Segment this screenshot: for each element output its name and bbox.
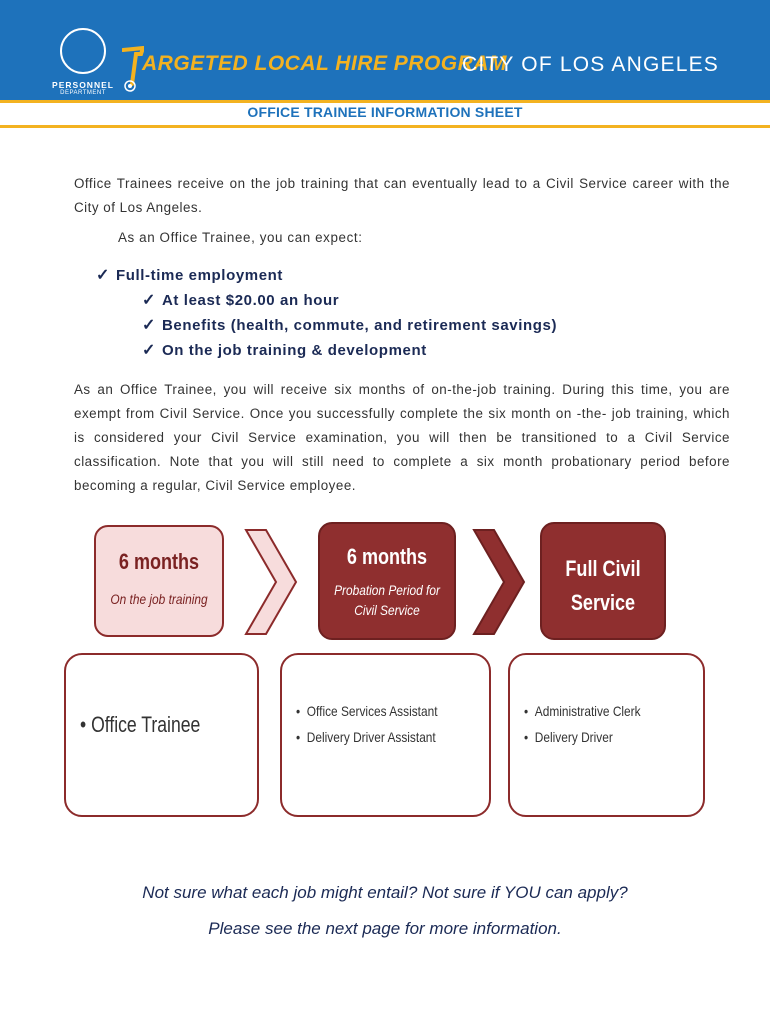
role-item: • Office Trainee [80, 712, 201, 737]
check-icon: ✓ [142, 317, 157, 334]
program-t-logo-icon [122, 46, 144, 92]
expect-heading: As an Office Trainee, you can expect: [118, 230, 363, 245]
city-name: CITY OF LOS ANGELES [462, 53, 719, 76]
logo-department: DEPARTMENT [60, 90, 106, 96]
header-banner [0, 0, 770, 100]
role-label: Delivery Driver Assistant [306, 729, 436, 745]
check-icon: ✓ [142, 292, 157, 309]
check-icon: ✓ [96, 267, 111, 284]
role-label: Administrative Clerk [534, 703, 641, 719]
civil-service-roles-box [508, 653, 705, 817]
role-item: • Administrative Clerk [524, 703, 641, 719]
stage-training [94, 525, 224, 637]
role-item: • Office Services Assistant [296, 703, 438, 719]
logo-personnel: PERSONNEL [52, 80, 114, 90]
city-seal-icon [60, 28, 106, 74]
stage-subtitle: On the job training [110, 591, 208, 607]
checklist-item [142, 315, 557, 335]
program-name: ARGETED LOCAL HIRE PROGRAM [142, 52, 507, 75]
footer-question: Not sure what each job might entail? Not sure if YOU can apply? [142, 883, 628, 902]
sheet-title: OFFICE TRAINEE INFORMATION SHEET [247, 104, 523, 120]
role-label: Delivery Driver [534, 729, 613, 745]
checklist-label: On the job training & development [162, 342, 427, 359]
chevron-right-icon [472, 528, 526, 636]
stage-title: 6 months [346, 544, 428, 569]
check-icon: ✓ [142, 342, 157, 359]
checklist-label: Benefits (health, commute, and retirement savings) [162, 317, 558, 334]
checklist-label: At least $20.00 an hour [162, 292, 340, 309]
stage-title: Full Civil Service [565, 556, 641, 615]
stage-subtitle: Probation Period for Civil Service [334, 582, 440, 618]
checklist-item [96, 265, 283, 285]
role-label: Office Trainee [91, 712, 201, 737]
role-label: Office Services Assistant [306, 703, 438, 719]
details-paragraph: As an Office Trainee, you will receive six months of on-the-job training. During this time, you are exempt from Civil Service. Once you successfully complete the six month on -the- job training, which is considered your Civil Service examination, you will then be transitioned to a Civil Service classification. Note that you will still need to complete a six month probationary period before becoming a regular, Civil Service employee. [74, 382, 730, 493]
footer-note: Please see the next page for more information. [208, 919, 562, 938]
training-roles-box [64, 653, 259, 817]
probation-roles-box [280, 653, 491, 817]
checklist-item [142, 290, 339, 310]
checklist-item [142, 340, 427, 360]
intro-paragraph: Office Trainees receive on the job training that can eventually lead to a Civil Service career with the City of Los Angeles. [74, 176, 730, 215]
stage-title: 6 months [118, 549, 200, 574]
chevron-right-icon [244, 528, 298, 636]
stage-probation [318, 522, 456, 640]
role-item: • Delivery Driver [524, 729, 613, 745]
checklist-label: Full-time employment [116, 267, 284, 284]
stage-civil-service [540, 522, 666, 640]
role-item: • Delivery Driver Assistant [296, 729, 436, 745]
personnel-department-logo [48, 28, 118, 98]
